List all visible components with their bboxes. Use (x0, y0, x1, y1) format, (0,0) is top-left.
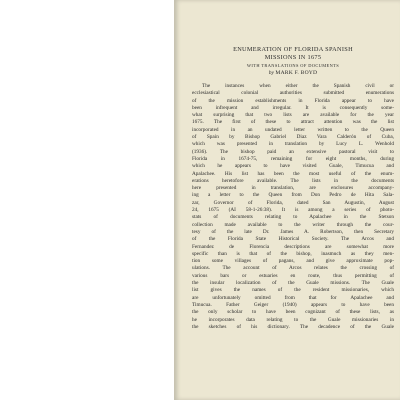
body-line: zar, Governor of Florida, dated San Augustin, August (192, 199, 394, 206)
body-line: he incorporates data relating to the Guale missionaries in (192, 316, 394, 323)
body-line: stats of documents relating to Apalachee in the Stetson (192, 214, 394, 221)
body-line: tion some villages of pagans, and give approximate pop- (192, 258, 394, 265)
page-content (192, 46, 394, 331)
article-body (192, 83, 394, 331)
body-line: tesy of the late Dr. James A. Robertson, then Secretary (192, 228, 394, 235)
author-byline (192, 70, 394, 77)
body-line: what surprising that two lists are available for the year (192, 112, 394, 119)
body-line: ing a letter to the Queen from Don Pedro de Hita Sala- (192, 192, 394, 199)
document-page (174, 0, 400, 400)
body-line: various bars or estuaries en route, thus permitting of (192, 272, 394, 279)
body-line: of the Florida State Historical Society. The Arcos and (192, 236, 394, 243)
body-line: the sketches of his dictionary. The decadence of the Guale (192, 323, 394, 330)
body-line: The instances when either the Spanish civil or (202, 83, 394, 89)
body-line: (1936). The bishop paid an extensive pastoral visit to (192, 148, 394, 155)
body-line: erations heretofore available. The lists in the documents (192, 177, 394, 184)
author-prefix: by (268, 70, 274, 76)
body-line: here presented in translation, are enclosures accompany- (192, 185, 394, 192)
body-line: ulations. The account of Arcos relates the crossing of (192, 265, 394, 272)
body-line: 24, 1675 (AI 58-1-26:38). It is among a series of photo- (192, 207, 394, 214)
article-title (192, 46, 394, 61)
body-line: been infrequent and irregular. It is consequently some- (192, 104, 394, 111)
body-line: of Spain by Bishop Gabriel Diaz Vara Calderón of Cuba, (192, 134, 394, 141)
body-line: Apalachee. His list has been the most useful of the enum- (192, 170, 394, 177)
body-line: which was presented in translation by Lucy L. Wenhold (192, 141, 394, 148)
body-line: which he appears to have visited Guale, Timucua and (192, 163, 394, 170)
body-line: collection made available to the writer through the cour- (192, 221, 394, 228)
body-line: Timucua. Father Geiger (1940) appears to have been (192, 301, 394, 308)
body-line: ecclesiastical colonial authorities submitted enumerations (192, 90, 394, 97)
body-line: list gives the names of the resident missionaries, which (192, 287, 394, 294)
body-line: of the mission establishments in Florida appear to have (192, 97, 394, 104)
body-line: the insular localization of the Guale missions. The Guale (192, 280, 394, 287)
body-line: incorporated in an undated letter written to the Queen (192, 126, 394, 133)
title-line-1: ENUMERATION OF FLORIDA SPANISH (233, 46, 353, 53)
article-subtitle: WITH TRANSLATIONS OF DOCUMENTS (246, 63, 340, 68)
author-name: MARK F. BOYD (275, 70, 318, 76)
body-line: the only scholar to have been cognizant of these lists, as (192, 309, 394, 316)
body-line: Fernandez de Florencia descriptions are somewhat more (192, 243, 394, 250)
body-line: 1675. The first of these to attract attention was the list (192, 119, 394, 126)
body-line: are unfortunately omitted from that for Apalachee and (192, 294, 394, 301)
body-line: Florida in 1674-75, remaining for eight months, during (192, 155, 394, 162)
blank-margin (0, 0, 174, 400)
body-line: specific than is that of the bishop, inasmuch as they men- (192, 250, 394, 257)
title-line-2: MISSIONS IN 1675 (264, 53, 322, 61)
